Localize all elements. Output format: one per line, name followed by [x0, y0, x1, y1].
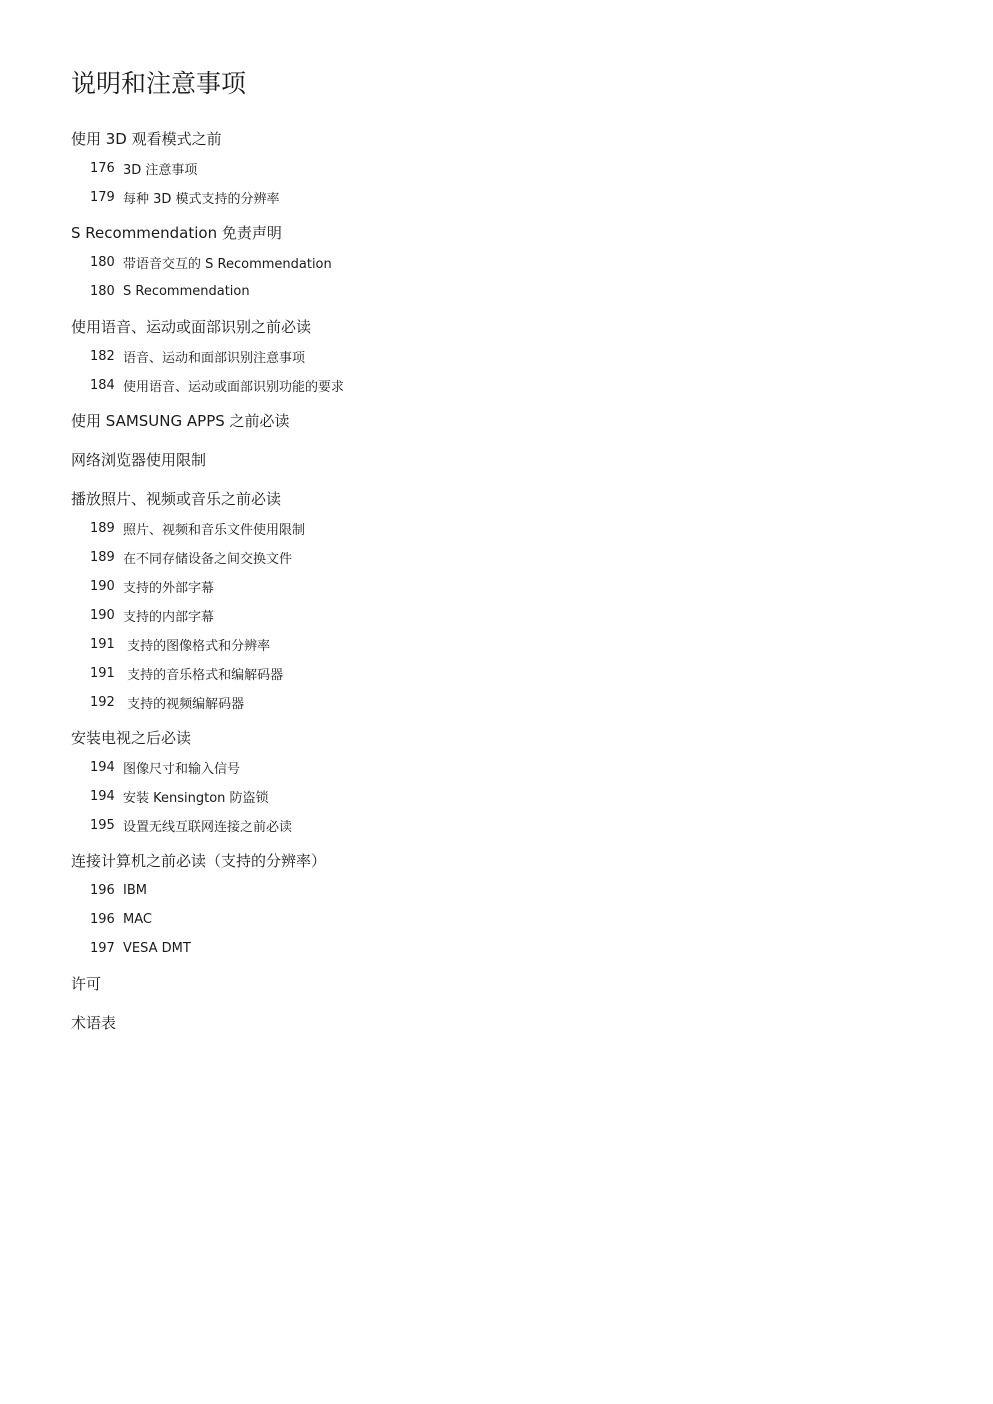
section-heading-s-recommendation[interactable]: S Recommendation 免责声明: [71, 224, 282, 242]
toc-entry[interactable]: [71, 277, 951, 306]
toc-entry[interactable]: [71, 782, 951, 811]
toc-page: [71, 66, 951, 1034]
section-heading-3d[interactable]: 使用 3D 观看模式之前: [71, 130, 222, 148]
entry-page-number: 195: [90, 818, 115, 833]
toc-section: [71, 727, 951, 840]
toc-entry[interactable]: [71, 659, 951, 688]
toc-section: [71, 449, 951, 471]
entry-page-number: 197: [90, 941, 115, 956]
toc-section: [71, 128, 951, 212]
toc-entry[interactable]: [71, 601, 951, 630]
toc-section: [71, 850, 951, 963]
entry-page-number: 189: [90, 550, 115, 565]
entry-list: [71, 248, 951, 306]
section-heading-tv-install[interactable]: 安装电视之后必读: [71, 729, 192, 747]
toc-entry[interactable]: [71, 371, 951, 400]
entry-page-number: 194: [90, 789, 115, 804]
toc-entry[interactable]: [71, 514, 951, 543]
entry-title: MAC: [123, 912, 152, 927]
entry-page-number: 180: [90, 284, 115, 299]
toc-section: [71, 316, 951, 400]
section-heading-voice-motion[interactable]: 使用语音、运动或面部识别之前必读: [71, 318, 312, 336]
entry-page-number: 182: [90, 349, 115, 364]
toc-entry[interactable]: [71, 543, 951, 572]
toc-entry[interactable]: [71, 753, 951, 782]
entry-title: S Recommendation: [123, 284, 250, 299]
entry-page-number: 184: [90, 378, 115, 393]
section-heading-license[interactable]: 许可: [71, 975, 102, 993]
entry-page-number: 176: [90, 161, 115, 176]
toc-entry[interactable]: [71, 183, 951, 212]
entry-title: 设置无线互联网连接之前必读: [123, 820, 293, 835]
page-title: 说明和注意事项: [71, 69, 247, 98]
entry-title: 支持的音乐格式和编解码器: [123, 668, 284, 683]
toc-section: [71, 488, 951, 717]
entry-page-number: 190: [90, 608, 115, 623]
toc-entry[interactable]: [71, 934, 951, 963]
entry-page-number: 191: [90, 666, 115, 681]
toc-section: [71, 222, 951, 306]
entry-page-number: 179: [90, 190, 115, 205]
toc-entry[interactable]: [71, 342, 951, 371]
entry-title: 每种 3D 模式支持的分辨率: [123, 192, 280, 207]
toc-entry[interactable]: [71, 811, 951, 840]
section-heading-web-browser[interactable]: 网络浏览器使用限制: [71, 451, 207, 469]
entry-title: 支持的图像格式和分辨率: [123, 639, 271, 654]
entry-title: 照片、视频和音乐文件使用限制: [123, 523, 306, 538]
entry-list: [71, 514, 951, 717]
entry-title: 支持的视频编解码器: [123, 697, 245, 712]
section-heading-media-playback[interactable]: 播放照片、视频或音乐之前必读: [71, 490, 282, 508]
toc-section: [71, 1012, 951, 1034]
toc-entry[interactable]: [71, 876, 951, 905]
entry-title: 在不同存储设备之间交换文件: [123, 552, 293, 567]
entry-title: 安装 Kensington 防盗锁: [123, 791, 269, 806]
toc-section: [71, 973, 951, 995]
entry-list: [71, 154, 951, 212]
entry-title: 支持的外部字幕: [123, 581, 215, 596]
entry-list: [71, 753, 951, 840]
entry-page-number: 196: [90, 883, 115, 898]
toc-entry[interactable]: [71, 688, 951, 717]
entry-page-number: 180: [90, 255, 115, 270]
entry-page-number: 190: [90, 579, 115, 594]
entry-title: 支持的内部字幕: [123, 610, 215, 625]
toc-entry[interactable]: [71, 630, 951, 659]
entry-list: [71, 876, 951, 963]
section-heading-samsung-apps[interactable]: 使用 SAMSUNG APPS 之前必读: [71, 412, 290, 430]
entry-title: 图像尺寸和输入信号: [123, 762, 241, 777]
entry-title: 语音、运动和面部识别注意事项: [123, 351, 306, 366]
entry-page-number: 194: [90, 760, 115, 775]
entry-page-number: 191: [90, 637, 115, 652]
toc-entry[interactable]: [71, 248, 951, 277]
entry-page-number: 189: [90, 521, 115, 536]
entry-page-number: 196: [90, 912, 115, 927]
section-heading-pc-connection[interactable]: 连接计算机之前必读（支持的分辨率）: [71, 852, 327, 870]
entry-title: 使用语音、运动或面部识别功能的要求: [123, 380, 345, 395]
toc-entry[interactable]: [71, 154, 951, 183]
entry-title: IBM: [123, 883, 147, 898]
section-heading-glossary[interactable]: 术语表: [71, 1014, 117, 1032]
toc-entry[interactable]: [71, 905, 951, 934]
entry-page-number: 192: [90, 695, 115, 710]
toc-section: [71, 410, 951, 432]
entry-title: 3D 注意事项: [123, 163, 198, 178]
entry-title: 带语音交互的 S Recommendation: [123, 257, 332, 272]
entry-title: VESA DMT: [123, 941, 191, 956]
toc-entry[interactable]: [71, 572, 951, 601]
entry-list: [71, 342, 951, 400]
